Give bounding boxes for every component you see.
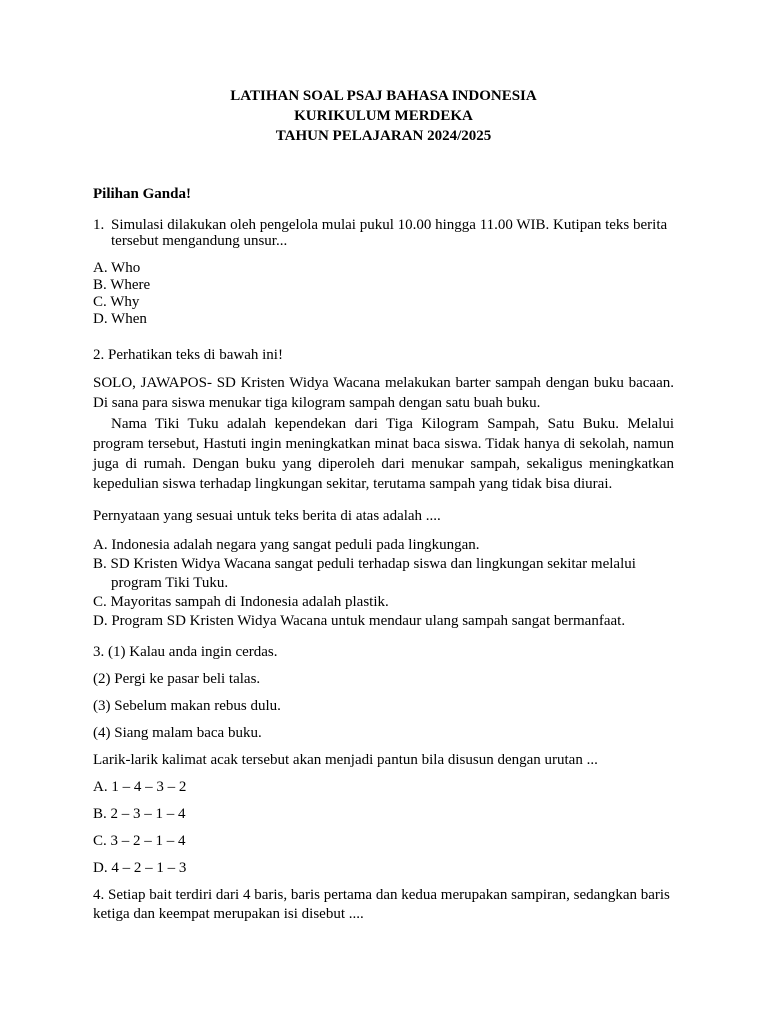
question-3-line-2: (2) Pergi ke pasar beli talas.: [93, 670, 261, 687]
header-title: LATIHAN SOAL PSAJ BAHASA INDONESIA: [230, 88, 537, 104]
question-2-option-a: A. Indonesia adalah negara yang sangat peduli pada lingkungan.: [93, 536, 480, 553]
question-3-option-d: D. 4 – 2 – 1 – 3: [93, 859, 187, 876]
question-2-passage: [93, 373, 674, 495]
question-3-line-3: (3) Sebelum makan rebus dulu.: [93, 697, 281, 714]
question-2-passage-para-1: SOLO, JAWAPOS- SD Kristen Widya Wacana melakukan barter sampah dengan buku bacaan. Di sana para siswa menukar tiga kilogram sampah dengan satu buah buku.: [93, 375, 674, 412]
section-title: Pilihan Ganda!: [93, 186, 191, 202]
question-3-question: Larik-larik kalimat acak tersebut akan menjadi pantun bila disusun dengan urutan ...: [93, 751, 598, 768]
question-3-option-b: B. 2 – 3 – 1 – 4: [93, 805, 186, 822]
question-2-options: [93, 536, 674, 631]
question-2-passage-para-2: Nama Tiki Tuku adalah kependekan dari Tiga Kilogram Sampah, Satu Buku. Melalui program tersebut, Hastuti ingin meningkatkan minat baca siswa. Tidak hanya di sekolah, namun juga di rumah. Dengan buku yang diperoleh dari menukar sampah, sekaligus meningkatkan kepedulian siswa terhadap lingkungan sekitar, terutama sampah yang tidak bisa diurai.: [93, 415, 674, 493]
question-2-intro: 2. Perhatikan teks di bawah ini!: [93, 347, 283, 363]
document-header: [93, 86, 674, 146]
question-2-option-c: C. Mayoritas sampah di Indonesia adalah plastik.: [93, 593, 389, 610]
question-1-option-b: B. Where: [93, 277, 151, 293]
question-1-option-c: C. Why: [93, 294, 140, 310]
question-4-text: 4. Setiap bait terdiri dari 4 baris, baris pertama dan kedua merupakan sampiran, sedangkan baris ketiga dan keempat merupakan isi disebut ....: [93, 886, 670, 922]
question-1-options: [93, 260, 674, 328]
question-1: [93, 217, 674, 249]
question-1-text: Simulasi dilakukan oleh pengelola mulai pukul 10.00 hingga 11.00 WIB. Kutipan teks berita tersebut mengandung unsur...: [111, 217, 668, 249]
question-1-option-a: A. Who: [93, 260, 141, 276]
question-2-option-d: D. Program SD Kristen Widya Wacana untuk mendaur ulang sampah sangat bermanfaat.: [93, 612, 626, 629]
question-1-number: 1.: [93, 217, 105, 233]
header-school-year: TAHUN PELAJARAN 2024/2025: [275, 128, 492, 144]
document-page: [93, 86, 674, 924]
question-3-option-a: A. 1 – 4 – 3 – 2: [93, 778, 187, 795]
question-2-question: Pernyataan yang sesuai untuk teks berita di atas adalah ....: [93, 507, 441, 524]
header-curriculum: KURIKULUM MERDEKA: [294, 108, 473, 124]
question-3-line-1: 3. (1) Kalau anda ingin cerdas.: [93, 643, 278, 660]
question-2-option-b: B. SD Kristen Widya Wacana sangat peduli terhadap siswa dan lingkungan sekitar melalui program Tiki Tuku.: [93, 555, 636, 591]
question-1-option-d: D. When: [93, 311, 147, 327]
question-3-line-4: (4) Siang malam baca buku.: [93, 724, 262, 741]
question-3-option-c: C. 3 – 2 – 1 – 4: [93, 832, 186, 849]
